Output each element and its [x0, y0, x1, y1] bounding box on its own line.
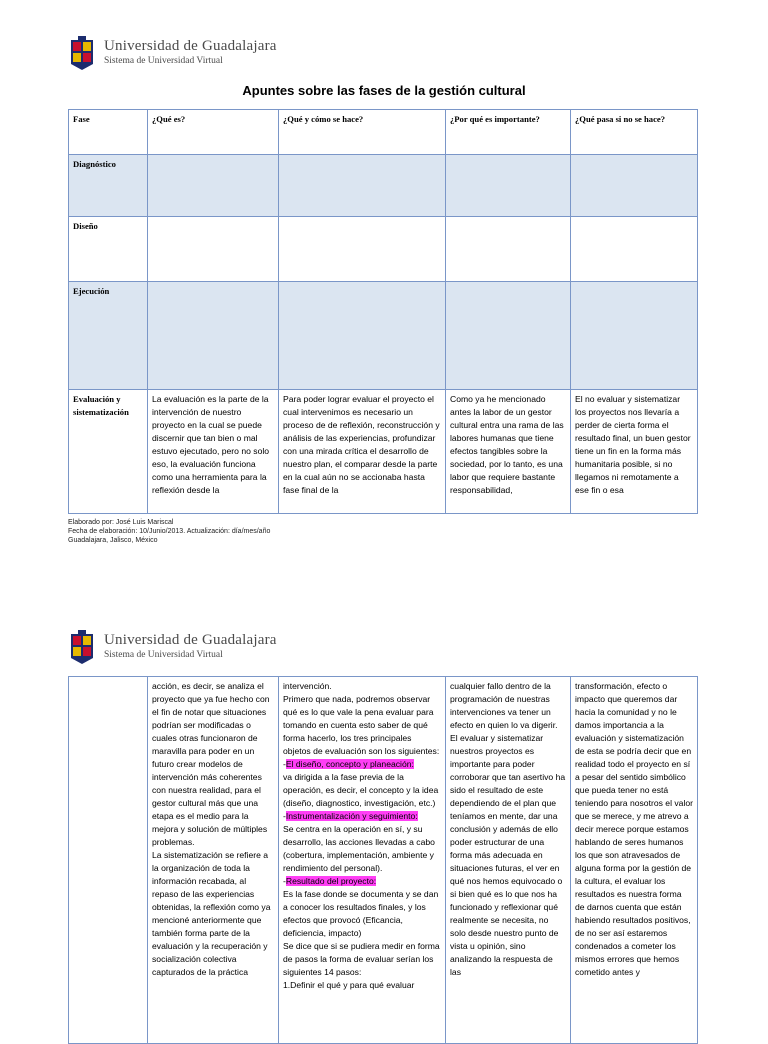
table-cell — [279, 282, 446, 390]
university-logo — [68, 630, 277, 664]
table-cell — [148, 155, 279, 217]
table-cell — [69, 677, 148, 1044]
table-cell — [279, 217, 446, 282]
table-cell — [446, 677, 571, 1044]
table-cell — [571, 677, 698, 1044]
footer-author: Elaborado por: José Luis Mariscal — [68, 519, 174, 526]
document-footer — [68, 518, 270, 545]
cell-text: Como ya he mencionado antes la labor de un gestor cultural entra una rama de las labores humanas que tiene efectos tangibles sobre la sociedad, por lo tanto, es una labor que requiere bastante responsabilidad, — [450, 394, 564, 495]
table-cell — [446, 217, 571, 282]
highlight-text: El diseño, concepto y planeación: — [285, 759, 414, 769]
university-logo — [68, 36, 277, 70]
table-cell — [571, 282, 698, 390]
university-crest-icon — [68, 36, 96, 70]
university-subtitle: Sistema de Universidad Virtual — [104, 56, 223, 67]
header-que-es: ¿Qué es? — [148, 110, 279, 155]
table-cell — [571, 217, 698, 282]
table-cell — [148, 217, 279, 282]
university-name: Universidad de Guadalajara — [104, 38, 277, 55]
table-row — [69, 155, 698, 217]
cell-text: La evaluación es la parte de la intervención de nuestro proyecto en la cual se puede discernir que tan bien o mal estuvo ejecutado, pero no solo eso, la evaluación funciona como una herramienta para la reflexión desde la — [152, 394, 270, 495]
header-por-que: ¿Por qué es importante? — [446, 110, 571, 155]
header-fase: Fase — [69, 110, 148, 155]
table-row — [69, 282, 698, 390]
cell-text: Es la fase donde se documenta y se dan a conocer los resultados finales, y los efectos que provocó (Eficancia, deficiencia, impacto) Se dice que si se pudiera medir en forma de pasos la forma de evaluar serían los siguientes 14 pasos: 1.Definir el qué y para qué evaluar — [283, 889, 440, 990]
evaluation-object-1: -El diseño, concepto y planeación: — [283, 759, 414, 769]
table-row — [69, 677, 698, 1044]
table-row — [69, 390, 698, 514]
table-cell — [279, 155, 446, 217]
highlight-text: Resultado del proyecto: — [285, 876, 377, 886]
row-label-diagnostico: Diagnóstico — [69, 155, 148, 217]
university-name: Universidad de Guadalajara — [104, 632, 277, 649]
page-title: Apuntes sobre las fases de la gestión cultural — [242, 83, 526, 98]
table-cell — [446, 282, 571, 390]
table-cell — [279, 677, 446, 1044]
cell-text: Se centra en la operación en sí, y su desarrollo, las acciones llevadas a cabo (cobertura, implementación, ambiente y rendimiento del personal). — [283, 824, 435, 873]
table-cell — [148, 282, 279, 390]
row-label-evaluacion: Evaluación y sistematización — [69, 390, 148, 514]
continuation-table — [68, 676, 698, 1044]
table-cell — [446, 390, 571, 514]
phases-table — [68, 109, 698, 514]
table-header-row — [69, 110, 698, 155]
cell-text: Para poder lograr evaluar el proyecto el cual intervenimos es necesario un proceso de de reflexión, reconstrucción y análisis de las experiencias, profundizar con una mirada crítica el desarrollo de nuestro plan, el comparar desde la parte en la cual aún no se accionaba hasta fase final de la — [283, 394, 440, 495]
highlight-text: Instrumentalización y seguimiento: — [285, 811, 418, 821]
cell-text: intervención. Primero que nada, podremos observar qué es lo que vale la pena evaluar para tomando en cuenta esto saber de qué forma hacerlo, los tres principales objetos de evaluación son los siguientes: — [283, 681, 440, 756]
evaluation-object-2: -Instrumentalización y seguimiento: — [283, 811, 418, 821]
table-cell — [571, 390, 698, 514]
table-row — [69, 217, 698, 282]
university-crest-icon — [68, 630, 96, 664]
cell-text: va dirigida a la fase previa de la operación, es decir, el concepto y la idea (diseño, diagnostico, investigación, etc.) — [283, 772, 439, 808]
header-que-y-como: ¿Qué y cómo se hace? — [279, 110, 446, 155]
row-label-ejecucion: Ejecución — [69, 282, 148, 390]
cell-text: transformación, efecto o impacto que queremos dar hacia la comunidad y no le damos importancia a la evaluación y sistematización de esta se podría decir que en realidad todo el proyecto en sí a pesar del sentido simbólico que pueda tener no está teniendo para nosotros el valor que se merece, y me atrevo a decir merece porque estamos hablando de seres humanos los que son atravesados de alguna forma por la gestión de la cultura, el evaluar los resultados es nuestra forma de darnos cuenta que están habiendo resultados positivos, de no ser así estaremos condenados a cometer los mismos errores que hemos cometido antes y — [575, 681, 693, 977]
footer-location: Guadalajara, Jalisco, México — [68, 537, 158, 544]
cell-text: El no evaluar y sistematizar los proyectos nos llevaría a perder de cierta forma el resultado final, un buen gestor tiene un fin en la forma más humanitaria posible, si no llegamos ni remotamente a ese fin o esa — [575, 394, 691, 495]
table-cell — [279, 390, 446, 514]
cell-text: cualquier fallo dentro de la programación de nuestras intervenciones va tener un efecto en quien lo va digerir. El evaluar y sistematizar nuestros proyectos es importante para poder corroborar que tan asertivo ha sido el resultado de este dependiendo de el plan que teníamos en mente, dar una conclusión y además de ello poder estructurar de una forma más adecuada en situaciones futuras, el ver en qué nos hemos equivocado o si bien qué es lo que nos ha funcionado y reflexionar qué realmente se necesita, no solo desde nuestro punto de vista u opinión, sino analizando la respuesta de las — [450, 681, 566, 977]
university-subtitle: Sistema de Universidad Virtual — [104, 650, 223, 661]
footer-date: Fecha de elaboración: 10/Junio/2013. Actualización: día/mes/año — [68, 528, 271, 535]
table-cell — [148, 677, 279, 1044]
header-que-pasa: ¿Qué pasa si no se hace? — [571, 110, 698, 155]
table-cell — [571, 155, 698, 217]
cell-text: acción, es decir, se analiza el proyecto que ya fue hecho con el fin de notar que situaciones podrían ser modificadas o cuales otras funcionaron de maravilla para poder en un futuro crear modelos de intervención más coherentes con nuestra realidad, para el gestor cultural más que una etapa es el medio para la mejora y solución de múltiples problemas. La sistematización se refiere a la organización de toda la información recabada, al repaso de las experiencias obtenidas, la reflexión como ya mencioné anteriormente que también forma parte de la evaluación y la recuperación y socialización colectiva capturados de la práctica — [152, 681, 271, 977]
table-cell — [446, 155, 571, 217]
evaluation-object-3: -Resultado del proyecto: — [283, 876, 377, 886]
table-cell — [148, 390, 279, 514]
row-label-diseno: Diseño — [69, 217, 148, 282]
